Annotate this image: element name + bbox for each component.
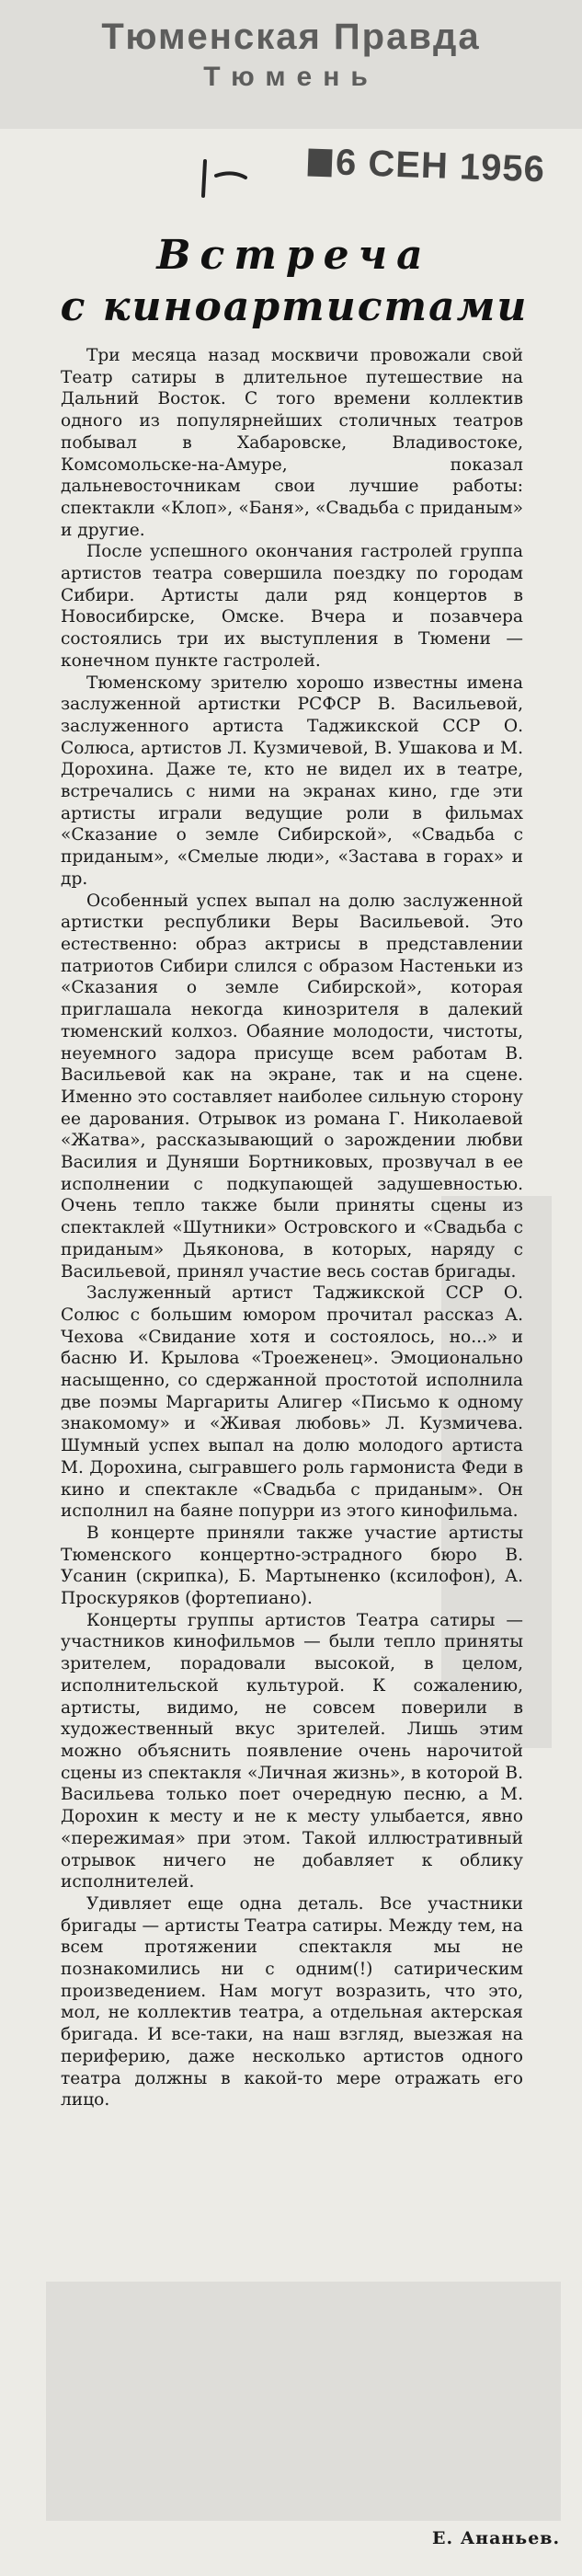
- paragraph: В концерте приняли также участие артисты Тюменского концертно-эстрадного бюро В. Усанин (скрипка), Б. Мартыненко (ксилофон), А. Проскуряков (фортепиано).: [61, 1523, 523, 1609]
- paragraph: После успешного окончания гастролей группа артистов театра совершила поездку по городам Сибири. Артисты дали ряд концертов в Новосибирске, Омске. Вчера и позавчера состоялись три их выступления в Тюмени — конечном пункте гастролей.: [61, 542, 523, 671]
- stamp-newspaper-name: Тюменская Правда: [101, 17, 481, 57]
- headline-line-2: с киноартистами: [60, 283, 529, 330]
- scan-shading: [46, 2282, 561, 2521]
- paragraph: Концерты группы артистов Театра сатиры — участников кинофильмов — были тепло приняты зрителем, порадовали высокой, в целом, исполнительской культурой. К сожалению, артисты, видимо, не совсем поверили в художественный вкус зрителей. Лишь этим можно объяснить появление очень нарочитой сцены из спектакля «Личная жизнь», в которой В. Васильева только поет очередную песню, а М. Дорохин к месту и не к месту улыбается, явно «пережимая» при этом. Такой иллюстративный отрывок ничего не добавляет к облику исполнителей.: [61, 1610, 523, 1892]
- paragraph: Удивляет еще одна деталь. Все участники бригады — артисты Театра сатиры. Между тем, на всем протяжении спектакля мы не познакомились ни с одним(!) сатирическим произведением. Нам могут возразить, что это, мол, не коллектив театра, а отдельная актерская бригада. И все-таки, на наш взгляд, выезжая на периферию, даже несколько артистов одного театра должны в какой-то мере отражать его лицо.: [61, 1893, 523, 2110]
- author-signature: Е. Ананьев.: [432, 2528, 561, 2548]
- newspaper-stamp: [0, 17, 582, 96]
- paragraph: Тюменскому зрителю хорошо известны имена заслуженной артистки РСФСР В. Васильевой, заслуженного артиста Таджикской ССР О. Солюса, артистов Л. Кузмичевой, В. Ушакова и М. Дорохина. Даже те, кто не видел их в театре, встречались с ними на экранах кино, где эти артисты играли ведущие роли в фильмах «Сказание о земле Сибирской», «Свадьба с приданым», «Смелые люди», «Застава в горах» и др.: [61, 673, 523, 889]
- headline-line-1: Встреча: [156, 232, 432, 279]
- paragraph: Заслуженный артист Таджикской ССР О. Солюс с большим юмором прочитал рассказ А. Чехова «Свидание хотя и состоялось, но...» и басню И. Крылова «Троеженец». Эмоционально насыщенно, со сдержанной простотой исполнила две поэмы Маргариты Алигер «Письмо к одному знакомому» и «Живая любовь» Л. Кузмичева. Шумный успех выпал на долю молодого артиста М. Дорохина, сыгравшего роль гармониста Феди в кино и спектакле «Свадьба с приданым». Он исполнил на баяне попурри из этого кинофильма.: [61, 1283, 523, 1522]
- stamp-date: 6 СЕН 1956: [335, 142, 546, 190]
- stamp-block-icon: [308, 149, 333, 178]
- stamp-city: Тюмень: [203, 62, 379, 92]
- date-stamp: [307, 142, 545, 191]
- paragraph: Три месяца назад москвичи провожали свой Театр сатиры в длительное путешествие на Дальний Восток. С того времени коллектив одного из популярнейших столичных театров побывал в Хабаровске, Владивостоке, Комсомольске-на-Амуре, показал дальневосточникам свои лучшие работы: спектакли «Клоп», «Баня», «Свадьба с приданым» и другие.: [61, 346, 523, 540]
- pen-mark-icon: [188, 143, 253, 207]
- paragraph: Особенный успех выпал на долю заслуженной артистки республики Веры Васильевой. Это естественно: образ актрисы в представлении патриотов Сибири слился с образом Настеньки из «Сказания о земле Сибирской», которая приглашала некогда кинозрителя в далекий тюменский колхоз. Обаяние молодости, чистоты, неуемного задора присуще всем работам В. Васильевой как на экране, так и на сцене. Именно это составляет наиболее сильную сторону ее дарования. Отрывок из романа Г. Николаевой «Жатва», рассказывающий о зарождении любви Василия и Дуняши Бортниковых, прозвучал в ее исполнении с подкупающей задушевностью. Очень тепло также были приняты сцены из спектаклей «Шутники» Островского и «Свадьба с приданым» Дьяконова, в которых, наряду с Васильевой, принял участие весь состав бригады.: [61, 891, 523, 1282]
- article-headline: [55, 230, 533, 333]
- article-body: [61, 345, 523, 2111]
